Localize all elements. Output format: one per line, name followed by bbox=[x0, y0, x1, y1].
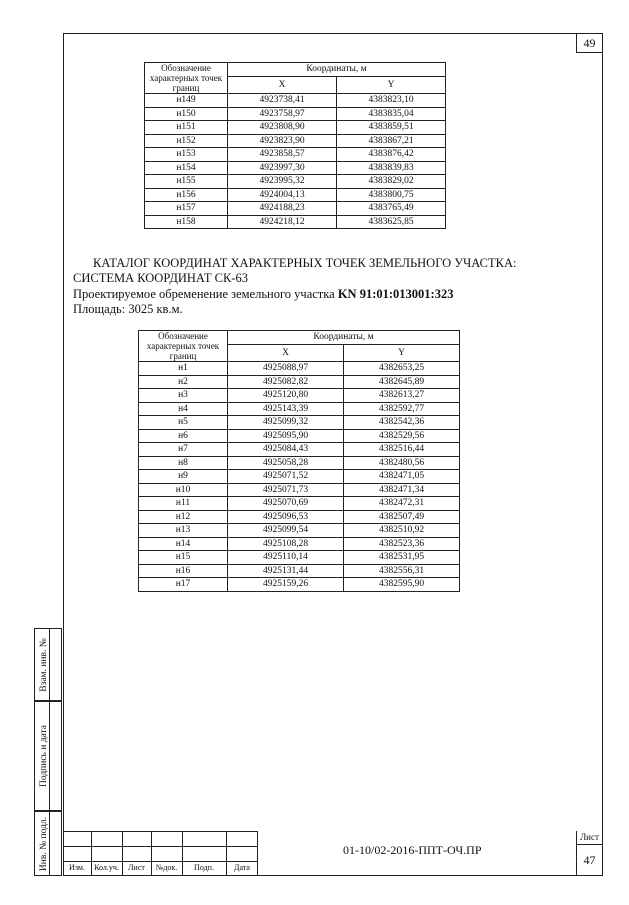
table2-row bbox=[139, 524, 460, 538]
table1-x-value: 4924004,13 bbox=[228, 188, 337, 202]
table1-x-value: 4923995,32 bbox=[228, 175, 337, 189]
table1-point-id: н152 bbox=[145, 134, 228, 148]
encumbrance-line bbox=[73, 287, 453, 302]
coordinates-table-1 bbox=[144, 62, 446, 229]
table2-row bbox=[139, 578, 460, 592]
table2-x-value: 4925110,14 bbox=[228, 551, 344, 565]
table2-row bbox=[139, 564, 460, 578]
table2-header-coords: Координаты, м bbox=[228, 331, 460, 345]
table1-point-id: н155 bbox=[145, 175, 228, 189]
table2-row bbox=[139, 510, 460, 524]
table1-x-value: 4924188,23 bbox=[228, 202, 337, 216]
koluch-label: Кол.уч. bbox=[94, 863, 119, 872]
table1-point-id: н149 bbox=[145, 94, 228, 108]
table1-row bbox=[145, 94, 446, 108]
table2-y-value: 4382529,56 bbox=[344, 429, 460, 443]
table2-row bbox=[139, 416, 460, 430]
table2-point-id: н1 bbox=[139, 362, 228, 376]
table2-point-id: н17 bbox=[139, 578, 228, 592]
podp-label: Подп. bbox=[194, 863, 214, 872]
table2-header-y: Y bbox=[344, 344, 460, 361]
table1-row bbox=[145, 148, 446, 162]
side-stamp-podpis bbox=[34, 701, 62, 811]
coordinates-table-2 bbox=[138, 330, 460, 592]
list-number: 47 bbox=[583, 853, 596, 867]
table1-row bbox=[145, 121, 446, 135]
table2-header-point: Обозначение характерных точек границ bbox=[139, 331, 228, 362]
table1-y-value: 4383859,51 bbox=[337, 121, 446, 135]
list-label: Лист bbox=[580, 832, 599, 842]
table1-header-x: X bbox=[228, 76, 337, 93]
table1-y-value: 4383876,42 bbox=[337, 148, 446, 162]
data-label: Дата bbox=[234, 863, 250, 872]
document-code: 01-10/02-2016-ППТ-ОЧ.ПР bbox=[343, 843, 482, 857]
table2-x-value: 4925084,43 bbox=[228, 443, 344, 457]
table1-point-id: н151 bbox=[145, 121, 228, 135]
table2-x-value: 4925082,82 bbox=[228, 375, 344, 389]
ndok-label: №док. bbox=[155, 863, 178, 872]
podpis-label: Подпись и дата bbox=[39, 724, 50, 788]
table2-x-value: 4925058,28 bbox=[228, 456, 344, 470]
table1-y-value: 4383800,75 bbox=[337, 188, 446, 202]
table1-point-id: н154 bbox=[145, 161, 228, 175]
table1-point-id: н157 bbox=[145, 202, 228, 216]
table1-x-value: 4923997,30 bbox=[228, 161, 337, 175]
table2-y-value: 4382592,77 bbox=[344, 402, 460, 416]
side-stamp-vzam bbox=[34, 628, 62, 701]
table2-x-value: 4925088,97 bbox=[228, 362, 344, 376]
list-col-label: Лист bbox=[128, 863, 145, 872]
table1-y-value: 4383867,21 bbox=[337, 134, 446, 148]
table1-row bbox=[145, 161, 446, 175]
table2-point-id: н12 bbox=[139, 510, 228, 524]
table2-row bbox=[139, 443, 460, 457]
area-line: Площадь: 3025 кв.м. bbox=[73, 302, 183, 316]
table2-y-value: 4382471,34 bbox=[344, 483, 460, 497]
table1-y-value: 4383625,85 bbox=[337, 215, 446, 229]
table2-row bbox=[139, 483, 460, 497]
table2-x-value: 4925108,28 bbox=[228, 537, 344, 551]
table2-x-value: 4925143,39 bbox=[228, 402, 344, 416]
table2-row bbox=[139, 389, 460, 403]
table1-point-id: н150 bbox=[145, 107, 228, 121]
table1-point-id: н158 bbox=[145, 215, 228, 229]
table1-row bbox=[145, 215, 446, 229]
table2-point-id: н13 bbox=[139, 524, 228, 538]
table2-row bbox=[139, 402, 460, 416]
table1-row bbox=[145, 175, 446, 189]
table2-y-value: 4382472,31 bbox=[344, 497, 460, 511]
table2-point-id: н2 bbox=[139, 375, 228, 389]
table1-x-value: 4924218,12 bbox=[228, 215, 337, 229]
table2-x-value: 4925095,90 bbox=[228, 429, 344, 443]
table1-y-value: 4383765,49 bbox=[337, 202, 446, 216]
table2-row bbox=[139, 456, 460, 470]
table2-y-value: 4382556,31 bbox=[344, 564, 460, 578]
table2-header-x: X bbox=[228, 344, 344, 361]
inv-label: Инв. № подл. bbox=[39, 816, 50, 871]
table1-y-value: 4383839,83 bbox=[337, 161, 446, 175]
table2-point-id: н11 bbox=[139, 497, 228, 511]
table2-point-id: н14 bbox=[139, 537, 228, 551]
cadastral-number: KN 91:01:013001:323 bbox=[337, 287, 454, 301]
table2-x-value: 4925071,52 bbox=[228, 470, 344, 484]
table2-x-value: 4925096,53 bbox=[228, 510, 344, 524]
table2-point-id: н4 bbox=[139, 402, 228, 416]
table1-header-y: Y bbox=[337, 76, 446, 93]
table2-x-value: 4925131,44 bbox=[228, 564, 344, 578]
table1-y-value: 4383829,02 bbox=[337, 175, 446, 189]
table2-y-value: 4382542,36 bbox=[344, 416, 460, 430]
table2-point-id: н16 bbox=[139, 564, 228, 578]
table2-row bbox=[139, 470, 460, 484]
table2-point-id: н3 bbox=[139, 389, 228, 403]
table2-row bbox=[139, 375, 460, 389]
table2-y-value: 4382613,27 bbox=[344, 389, 460, 403]
table2-x-value: 4925099,54 bbox=[228, 524, 344, 538]
table1-header-point: Обозначение характерных точек границ bbox=[145, 63, 228, 94]
table1-row bbox=[145, 202, 446, 216]
table2-x-value: 4925070,69 bbox=[228, 497, 344, 511]
side-stamp-inv bbox=[34, 811, 62, 876]
table2-row bbox=[139, 497, 460, 511]
sheet-number-top: 49 bbox=[576, 33, 603, 53]
table2-y-value: 4382480,56 bbox=[344, 456, 460, 470]
table2-row bbox=[139, 429, 460, 443]
coordinate-system: СИСТЕМА КООРДИНАТ СК-63 bbox=[73, 271, 248, 285]
table2-row bbox=[139, 537, 460, 551]
table2-row bbox=[139, 551, 460, 565]
table1-row bbox=[145, 134, 446, 148]
table2-x-value: 4925120,80 bbox=[228, 389, 344, 403]
table2-point-id: н8 bbox=[139, 456, 228, 470]
vzam-label: Взам. инв. № bbox=[39, 637, 50, 692]
table1-y-value: 4383835,04 bbox=[337, 107, 446, 121]
table2-y-value: 4382595,90 bbox=[344, 578, 460, 592]
table2-point-id: н5 bbox=[139, 416, 228, 430]
table2-point-id: н10 bbox=[139, 483, 228, 497]
table2-y-value: 4382507,49 bbox=[344, 510, 460, 524]
table1-x-value: 4923858,57 bbox=[228, 148, 337, 162]
table2-point-id: н9 bbox=[139, 470, 228, 484]
table2-x-value: 4925159,26 bbox=[228, 578, 344, 592]
table2-y-value: 4382510,92 bbox=[344, 524, 460, 538]
table1-row bbox=[145, 188, 446, 202]
title-block bbox=[63, 831, 603, 876]
table2-x-value: 4925099,32 bbox=[228, 416, 344, 430]
table1-header-coords: Координаты, м bbox=[228, 63, 446, 77]
table2-y-value: 4382471,05 bbox=[344, 470, 460, 484]
table1-x-value: 4923808,90 bbox=[228, 121, 337, 135]
encumbrance-text: Проектируемое обременение земельного участка bbox=[73, 287, 338, 301]
table2-y-value: 4382516,44 bbox=[344, 443, 460, 457]
table2-y-value: 4382523,36 bbox=[344, 537, 460, 551]
catalog-title: КАТАЛОГ КООРДИНАТ ХАРАКТЕРНЫХ ТОЧЕК ЗЕМЕЛЬНОГО УЧАСТКА: bbox=[93, 256, 517, 270]
table1-row bbox=[145, 107, 446, 121]
table2-row bbox=[139, 362, 460, 376]
table1-point-id: н153 bbox=[145, 148, 228, 162]
table2-y-value: 4382653,25 bbox=[344, 362, 460, 376]
table2-point-id: н7 bbox=[139, 443, 228, 457]
table2-x-value: 4925071,73 bbox=[228, 483, 344, 497]
table2-y-value: 4382645,89 bbox=[344, 375, 460, 389]
table2-point-id: н6 bbox=[139, 429, 228, 443]
table1-y-value: 4383823,10 bbox=[337, 94, 446, 108]
table1-x-value: 4923823,90 bbox=[228, 134, 337, 148]
table1-x-value: 4923738,41 bbox=[228, 94, 337, 108]
table1-x-value: 4923758,97 bbox=[228, 107, 337, 121]
izm-label: Изм. bbox=[69, 863, 85, 872]
table2-point-id: н15 bbox=[139, 551, 228, 565]
table1-point-id: н156 bbox=[145, 188, 228, 202]
table2-y-value: 4382531,95 bbox=[344, 551, 460, 565]
